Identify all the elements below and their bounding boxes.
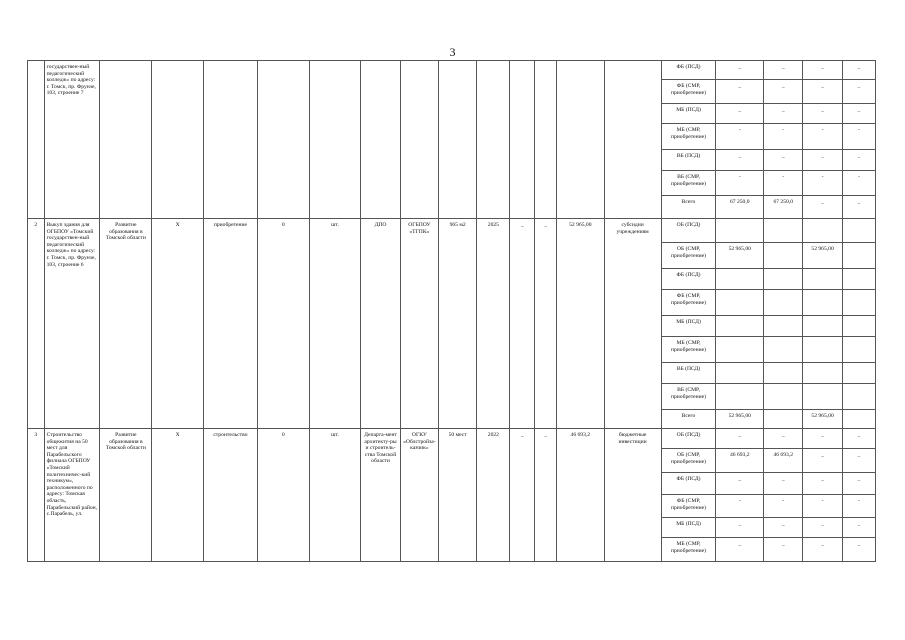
cost: 52 965,00 — [557, 219, 605, 429]
fund-label: МБ (СМР, приобретение) — [661, 124, 716, 150]
cell-value: _ — [764, 473, 803, 495]
cell-value: _ — [764, 150, 803, 171]
x-mark: Х — [152, 429, 204, 562]
cell-value — [842, 384, 875, 410]
cell-value: _ — [716, 80, 764, 104]
cell-value — [842, 363, 875, 384]
fund-label: МБ (ПСД) — [661, 518, 716, 538]
cell-value: _ — [716, 538, 764, 562]
cell-value — [716, 269, 764, 290]
cell-value — [764, 316, 803, 337]
fund-label: ОБ (ПСД) — [661, 429, 716, 449]
cell-value: - — [842, 124, 875, 150]
program-name: Развитие образования в Томской области — [100, 429, 152, 562]
dash-value: _ — [510, 429, 535, 562]
page-number: 3 — [449, 45, 456, 59]
cell-value: _ — [803, 196, 842, 219]
cell-value — [764, 269, 803, 290]
cell-value — [764, 410, 803, 429]
zero-value: 0 — [257, 429, 309, 562]
zero-value: 0 — [257, 219, 309, 429]
cell-value — [764, 384, 803, 410]
cell-value — [764, 363, 803, 384]
x-mark: Х — [152, 219, 204, 429]
cell-value: _ — [842, 449, 875, 473]
cell-value: _ — [716, 429, 764, 449]
cell-value — [842, 410, 875, 429]
capacity: 50 мест — [439, 429, 477, 562]
cell-value — [764, 243, 803, 269]
cell-value: _ — [764, 518, 803, 538]
fund-label: ФБ (ПСД) — [661, 61, 716, 80]
cell-value — [842, 243, 875, 269]
cell-value — [803, 337, 842, 363]
cell-value — [842, 269, 875, 290]
cell-value — [764, 290, 803, 316]
cell-value: - — [803, 124, 842, 150]
unit: шт. — [309, 219, 361, 429]
fund-label: ФБ (СМР, приобретение) — [661, 290, 716, 316]
fund-label: ОБ (СМР, приобретение) — [661, 449, 716, 473]
cell-value: 52 965,00 — [716, 410, 764, 429]
cell-value: 46 693,2 — [716, 449, 764, 473]
fund-label: ФБ (СМР, приобретение) — [661, 80, 716, 104]
cell-value — [842, 219, 875, 243]
cell-value: _ — [803, 80, 842, 104]
fund-label: Всего — [661, 410, 716, 429]
cost: 46 693,2 — [557, 429, 605, 562]
dash-value: _ — [510, 219, 535, 429]
row-number: 2 — [28, 219, 45, 429]
fund-label: Всего — [661, 196, 716, 219]
cell-value: _ — [842, 80, 875, 104]
fund-label: МБ (ПСД) — [661, 104, 716, 124]
cell-value — [803, 290, 842, 316]
fund-label: ВБ (ПСД) — [661, 150, 716, 171]
cell-value — [842, 337, 875, 363]
cell-value: 67 250,0 — [764, 196, 803, 219]
year: 2025 — [477, 219, 510, 429]
fund-label: ВБ (ПСД) — [661, 363, 716, 384]
cell-value — [803, 384, 842, 410]
financing-form: субсидии учреждениям — [604, 219, 661, 429]
cell-value: _ — [842, 196, 875, 219]
cell-value: _ — [716, 150, 764, 171]
cell-value — [842, 316, 875, 337]
capacity: 965 м2 — [439, 219, 477, 429]
cell-value: - — [716, 495, 764, 518]
cell-value: 46 693,2 — [764, 449, 803, 473]
fund-label: ФБ (ПСД) — [661, 473, 716, 495]
object-name: государствен-ный педагогический колледж» по адресу: г. Томск, пр. Фрунзе, 103, строение 7 — [44, 61, 100, 219]
cell-value: 52 965,00 — [716, 243, 764, 269]
cell-value — [716, 316, 764, 337]
fund-label: ВБ (СМР, приобретение) — [661, 171, 716, 196]
year: 2022 — [477, 429, 510, 562]
cell-value: _ — [803, 429, 842, 449]
cell-value: - — [803, 495, 842, 518]
fund-label: МБ (СМР, приобретение) — [661, 337, 716, 363]
cell-value: - — [842, 495, 875, 518]
cell-value — [716, 219, 764, 243]
cell-value: _ — [803, 150, 842, 171]
cell-value: _ — [803, 473, 842, 495]
cell-value: _ — [803, 449, 842, 473]
fund-label: ОБ (ПСД) — [661, 219, 716, 243]
cell-value: 67 250,0 — [716, 196, 764, 219]
cell-value — [803, 363, 842, 384]
cell-value: _ — [716, 518, 764, 538]
fund-label: ОБ (СМР, приобретение) — [661, 243, 716, 269]
cell-value: _ — [842, 473, 875, 495]
cell-value: _ — [764, 80, 803, 104]
work-type: строительство — [204, 429, 258, 562]
fund-label: МБ (СМР, приобретение) — [661, 538, 716, 562]
cell-value: _ — [716, 473, 764, 495]
cell-value — [803, 219, 842, 243]
cell-value: _ — [842, 518, 875, 538]
cell-value: _ — [803, 518, 842, 538]
cell-value: - — [716, 171, 764, 196]
dash-value: _ — [535, 219, 557, 429]
cell-value — [842, 290, 875, 316]
cell-value: 52 965,00 — [803, 243, 842, 269]
cell-value: - — [803, 171, 842, 196]
table-row — [28, 219, 876, 243]
cell-value — [803, 269, 842, 290]
cell-value: 52 965,00 — [803, 410, 842, 429]
cell-value: _ — [764, 61, 803, 80]
recipient: ОГБПОУ «ТГПК» — [400, 219, 438, 429]
row-number: 3 — [28, 429, 45, 562]
cell-value: _ — [842, 61, 875, 80]
cell-value: _ — [842, 538, 875, 562]
cell-value: _ — [803, 538, 842, 562]
object-name: Выкуп здания для ОГБПОУ «Томский государствен-ный педагогический колледж» по адресу: г. Томск, пр. Фрунзе, 103, строение 6 — [44, 219, 100, 429]
cell-value — [764, 219, 803, 243]
cell-value: _ — [764, 538, 803, 562]
cell-value: _ — [842, 429, 875, 449]
cell-value: _ — [803, 61, 842, 80]
cell-value: - — [764, 495, 803, 518]
cell-value — [716, 363, 764, 384]
cell-value: - — [716, 124, 764, 150]
customer: Департа-мент архитекту-ры и строитель-ства Томской области — [361, 429, 400, 562]
work-type: приобретение — [204, 219, 258, 429]
financing-form: бюджетные инвестиции — [604, 429, 661, 562]
cell-value: - — [764, 171, 803, 196]
object-name: Строительство общежития на 50 мест для Парабельского филиала ОГБПОУ «Томский политехничес-кий техникум», расположенного по адресу: Томская область, Парабельский район, с.Парабель, ул. — [44, 429, 100, 562]
cell-value: _ — [842, 104, 875, 124]
fund-label: ФБ (СМР, приобретение) — [661, 495, 716, 518]
cell-value: _ — [803, 104, 842, 124]
investment-objects-table — [27, 60, 876, 562]
fund-label: ФБ (ПСД) — [661, 269, 716, 290]
cell-value: _ — [842, 150, 875, 171]
cell-value: _ — [764, 104, 803, 124]
cell-value — [716, 337, 764, 363]
cell-value — [764, 337, 803, 363]
cell-value: _ — [716, 104, 764, 124]
program-name: Развитие образования в Томской области — [100, 219, 152, 429]
cell-value: _ — [716, 61, 764, 80]
table-row — [28, 61, 876, 80]
fund-label: МБ (ПСД) — [661, 316, 716, 337]
cell-value — [716, 290, 764, 316]
fund-label: ВБ (СМР, приобретение) — [661, 384, 716, 410]
cell-value: - — [764, 124, 803, 150]
unit: шт. — [309, 429, 361, 562]
cell-value — [803, 316, 842, 337]
customer: ДПО — [361, 219, 400, 429]
dash-value: _ — [535, 429, 557, 562]
table-row — [28, 429, 876, 449]
recipient: ОГКУ «Облстройза-казчик» — [400, 429, 438, 562]
cell-value: _ — [764, 429, 803, 449]
cell-value — [716, 384, 764, 410]
cell-value: - — [842, 171, 875, 196]
